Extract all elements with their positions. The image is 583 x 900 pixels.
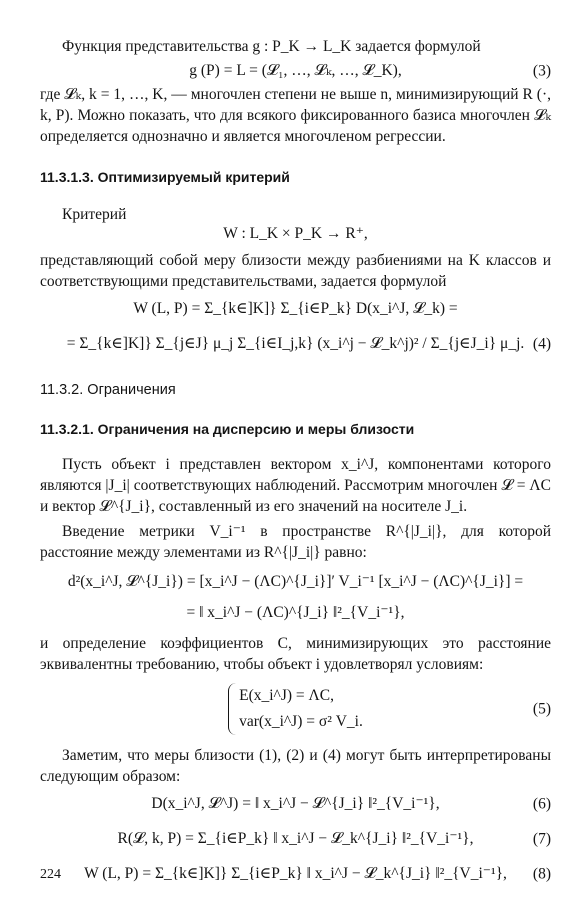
equation-7-number: (7) [532,830,551,847]
equation-6-number: (6) [532,795,551,812]
para-metric: Введение метрики V_i⁻¹ в пространстве R^{|J_i|}, для которой расстояние между элементами из R^{|J_i|} равно: [40,523,551,561]
para-note: Заметим, что меры близости (1), (2) и (4) могут быть интерпретированы следующим образом: [40,747,551,785]
criterion-label: Критерий [62,206,127,223]
equation-6 [40,793,551,814]
equation-d-line-1-body: d²(x_i^J, 𝓛^{J_i}) = [x_i^J − (ΛC)^{J_i}]′ V_i⁻¹ [x_i^J − (ΛC)^{J_i}] = [67,573,524,590]
heading-11-3-1-3: 11.3.1.3. Оптимизируемый критерий [40,169,290,185]
equation-3-number: (3) [532,62,551,79]
equation-7 [40,828,551,849]
heading-11-3-2-1: 11.3.2.1. Ограничения на дисперсию и меры близости [40,421,415,437]
para-coefficients: и определение коэффициентов C, минимизирующих это расстояние эквивалентны требованию, чтобы объект i удовлетворял условиям: [40,635,551,673]
equation-4-line-1 [40,298,551,319]
equation-w-body: W : L_K × P_K → R⁺, [223,225,368,242]
equation-5-line-2: var(x_i^J) = σ² V_i. [239,713,363,730]
para-repr: представляющий собой меру близости между разбиениями на K классов и соответствующими представительствами, задается формулой [40,252,551,290]
equation-4-line-2-body: = Σ_{k∈]K]} Σ_{j∈J} μ_j Σ_{i∈I_j,k} (x_i^j − 𝓛_k^j)² / Σ_{j∈J_i} μ_j. [66,335,525,352]
equation-5-number: (5) [532,700,551,718]
equation-6-body: D(x_i^J, 𝓛^J) = ‖ x_i^J − 𝓛^{J_i} ‖²_{V_i⁻¹}, [151,795,440,812]
equation-3-body: g (P) = L = (𝓛₁, …, 𝓛ₖ, …, 𝓛_K), [189,62,402,79]
para-object: Пусть объект i представлен вектором x_i^J, компонентами которого являются |J_i| соответствующих наблюдений. Рассмотрим многочлен 𝓛 = ΛC и вектор 𝓛^{J_i}, составленный из его значений на носителе J_i. [40,456,551,515]
heading-11-3-2: 11.3.2. Ограничения [40,382,176,398]
equation-4-line-2 [40,333,551,354]
equation-4-number: (4) [532,335,551,352]
equation-8-number: (8) [532,865,551,882]
equation-d-line-2 [40,602,551,623]
equation-8-body: W (L, P) = Σ_{k∈]K]} Σ_{i∈P_k} ‖ x_i^J − 𝓛_k^{J_i} ‖²_{V_i⁻¹}, [84,865,507,882]
equation-5 [40,683,551,735]
equation-4-line-1-body: W (L, P) = Σ_{k∈]K]} Σ_{i∈P_k} D(x_i^J, 𝓛_k) = [133,300,458,317]
equation-5-system [228,683,363,735]
equation-w [40,223,551,244]
equation-5-line-1: E(x_i^J) = ΛC, [239,687,334,704]
equation-8 [40,863,551,884]
para-intro: Функция представительства g : P_K → L_K задается формулой [62,38,481,55]
equation-7-body: R(𝓛, k, P) = Σ_{i∈P_k} ‖ x_i^J − 𝓛_k^{J_i} ‖²_{V_i⁻¹}, [117,830,474,847]
para-where: где 𝓛ₖ, k = 1, …, K, — многочлен степени не выше n, минимизирующий R (·, k, P). Можно показать, что для всякого фиксированного базиса многочлен 𝓛ₖ определяется однозначно и является многочленом регрессии. [40,86,551,145]
equation-d-line-2-body: = ‖ x_i^J − (ΛC)^{J_i} ‖²_{V_i⁻¹}, [186,604,405,621]
equation-3 [40,60,551,81]
equation-d-line-1 [40,571,551,592]
page-number: 224 [40,867,61,882]
